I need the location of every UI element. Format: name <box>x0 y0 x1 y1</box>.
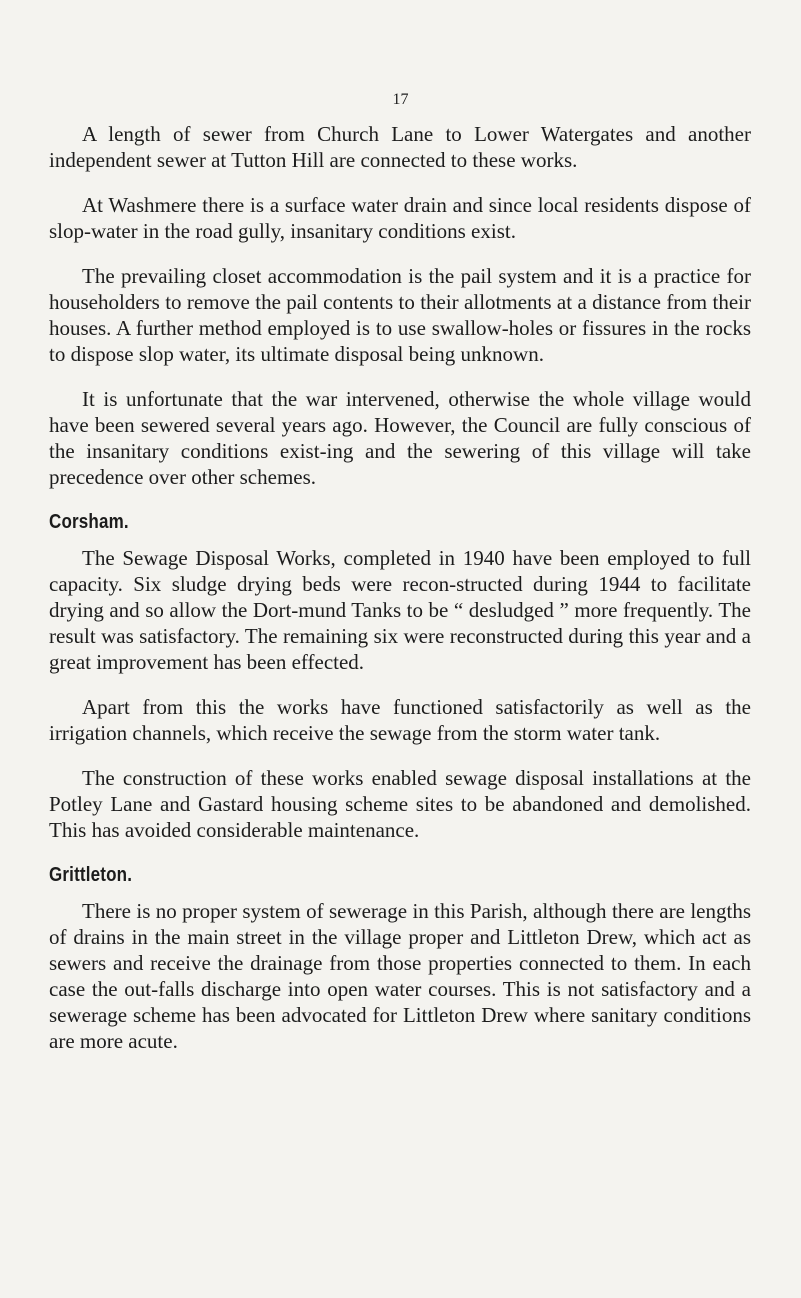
paragraph: The prevailing closet accommodation is the pail system and it is a practice for householders to remove the pail contents to their allotments at a distance from their houses. A further method employed is to use swallow-holes or fissures in the rocks to dispose slop water, its ultimate disposal being unknown. <box>49 264 751 366</box>
grittleton-section <box>49 862 751 1054</box>
paragraph: It is unfortunate that the war intervened, otherwise the whole village would have been sewered several years ago. However, the Council are fully conscious of the insanitary conditions exist-ing and the sewering of this village will take precedence over other schemes. <box>49 387 751 489</box>
paragraph: At Washmere there is a surface water drain and since local residents dispose of slop-water in the road gully, insanitary conditions exist. <box>49 193 751 243</box>
section-heading-grittleton: Grittleton. <box>49 864 133 886</box>
paragraph: The Sewage Disposal Works, completed in 1940 have been employed to full capacity. Six sludge drying beds were recon-structed during 1944 to facilitate drying and so allow the Dort-mund Tanks to be “ desludged ” more frequently. The result was satisfactory. The remaining six were reconstructed during this year and a great improvement has been effected. <box>49 546 751 674</box>
paragraph: Apart from this the works have functioned satisfactorily as well as the irrigation channels, which receive the sewage from the storm water tank. <box>49 695 751 745</box>
page-number: 17 <box>392 91 409 108</box>
corsham-section <box>49 509 751 843</box>
intro-section <box>49 121 751 490</box>
paragraph: The construction of these works enabled sewage disposal installations at the Potley Lane and Gastard housing scheme sites to be abandoned and demolished. This has avoided considerable maintenance. <box>49 766 751 842</box>
paragraph: A length of sewer from Church Lane to Lower Watergates and another independent sewer at Tutton Hill are connected to these works. <box>49 122 751 172</box>
document-body <box>49 121 751 1073</box>
paragraph: There is no proper system of sewerage in this Parish, although there are lengths of drains in the main street in the village proper and Littleton Drew, which act as sewers and receive the drainage from those properties connected to them. In each case the out-falls discharge into open water courses. This is not satisfactory and a sewerage scheme has been advocated for Littleton Drew where sanitary conditions are more acute. <box>49 899 751 1053</box>
section-heading-corsham: Corsham. <box>49 511 129 533</box>
